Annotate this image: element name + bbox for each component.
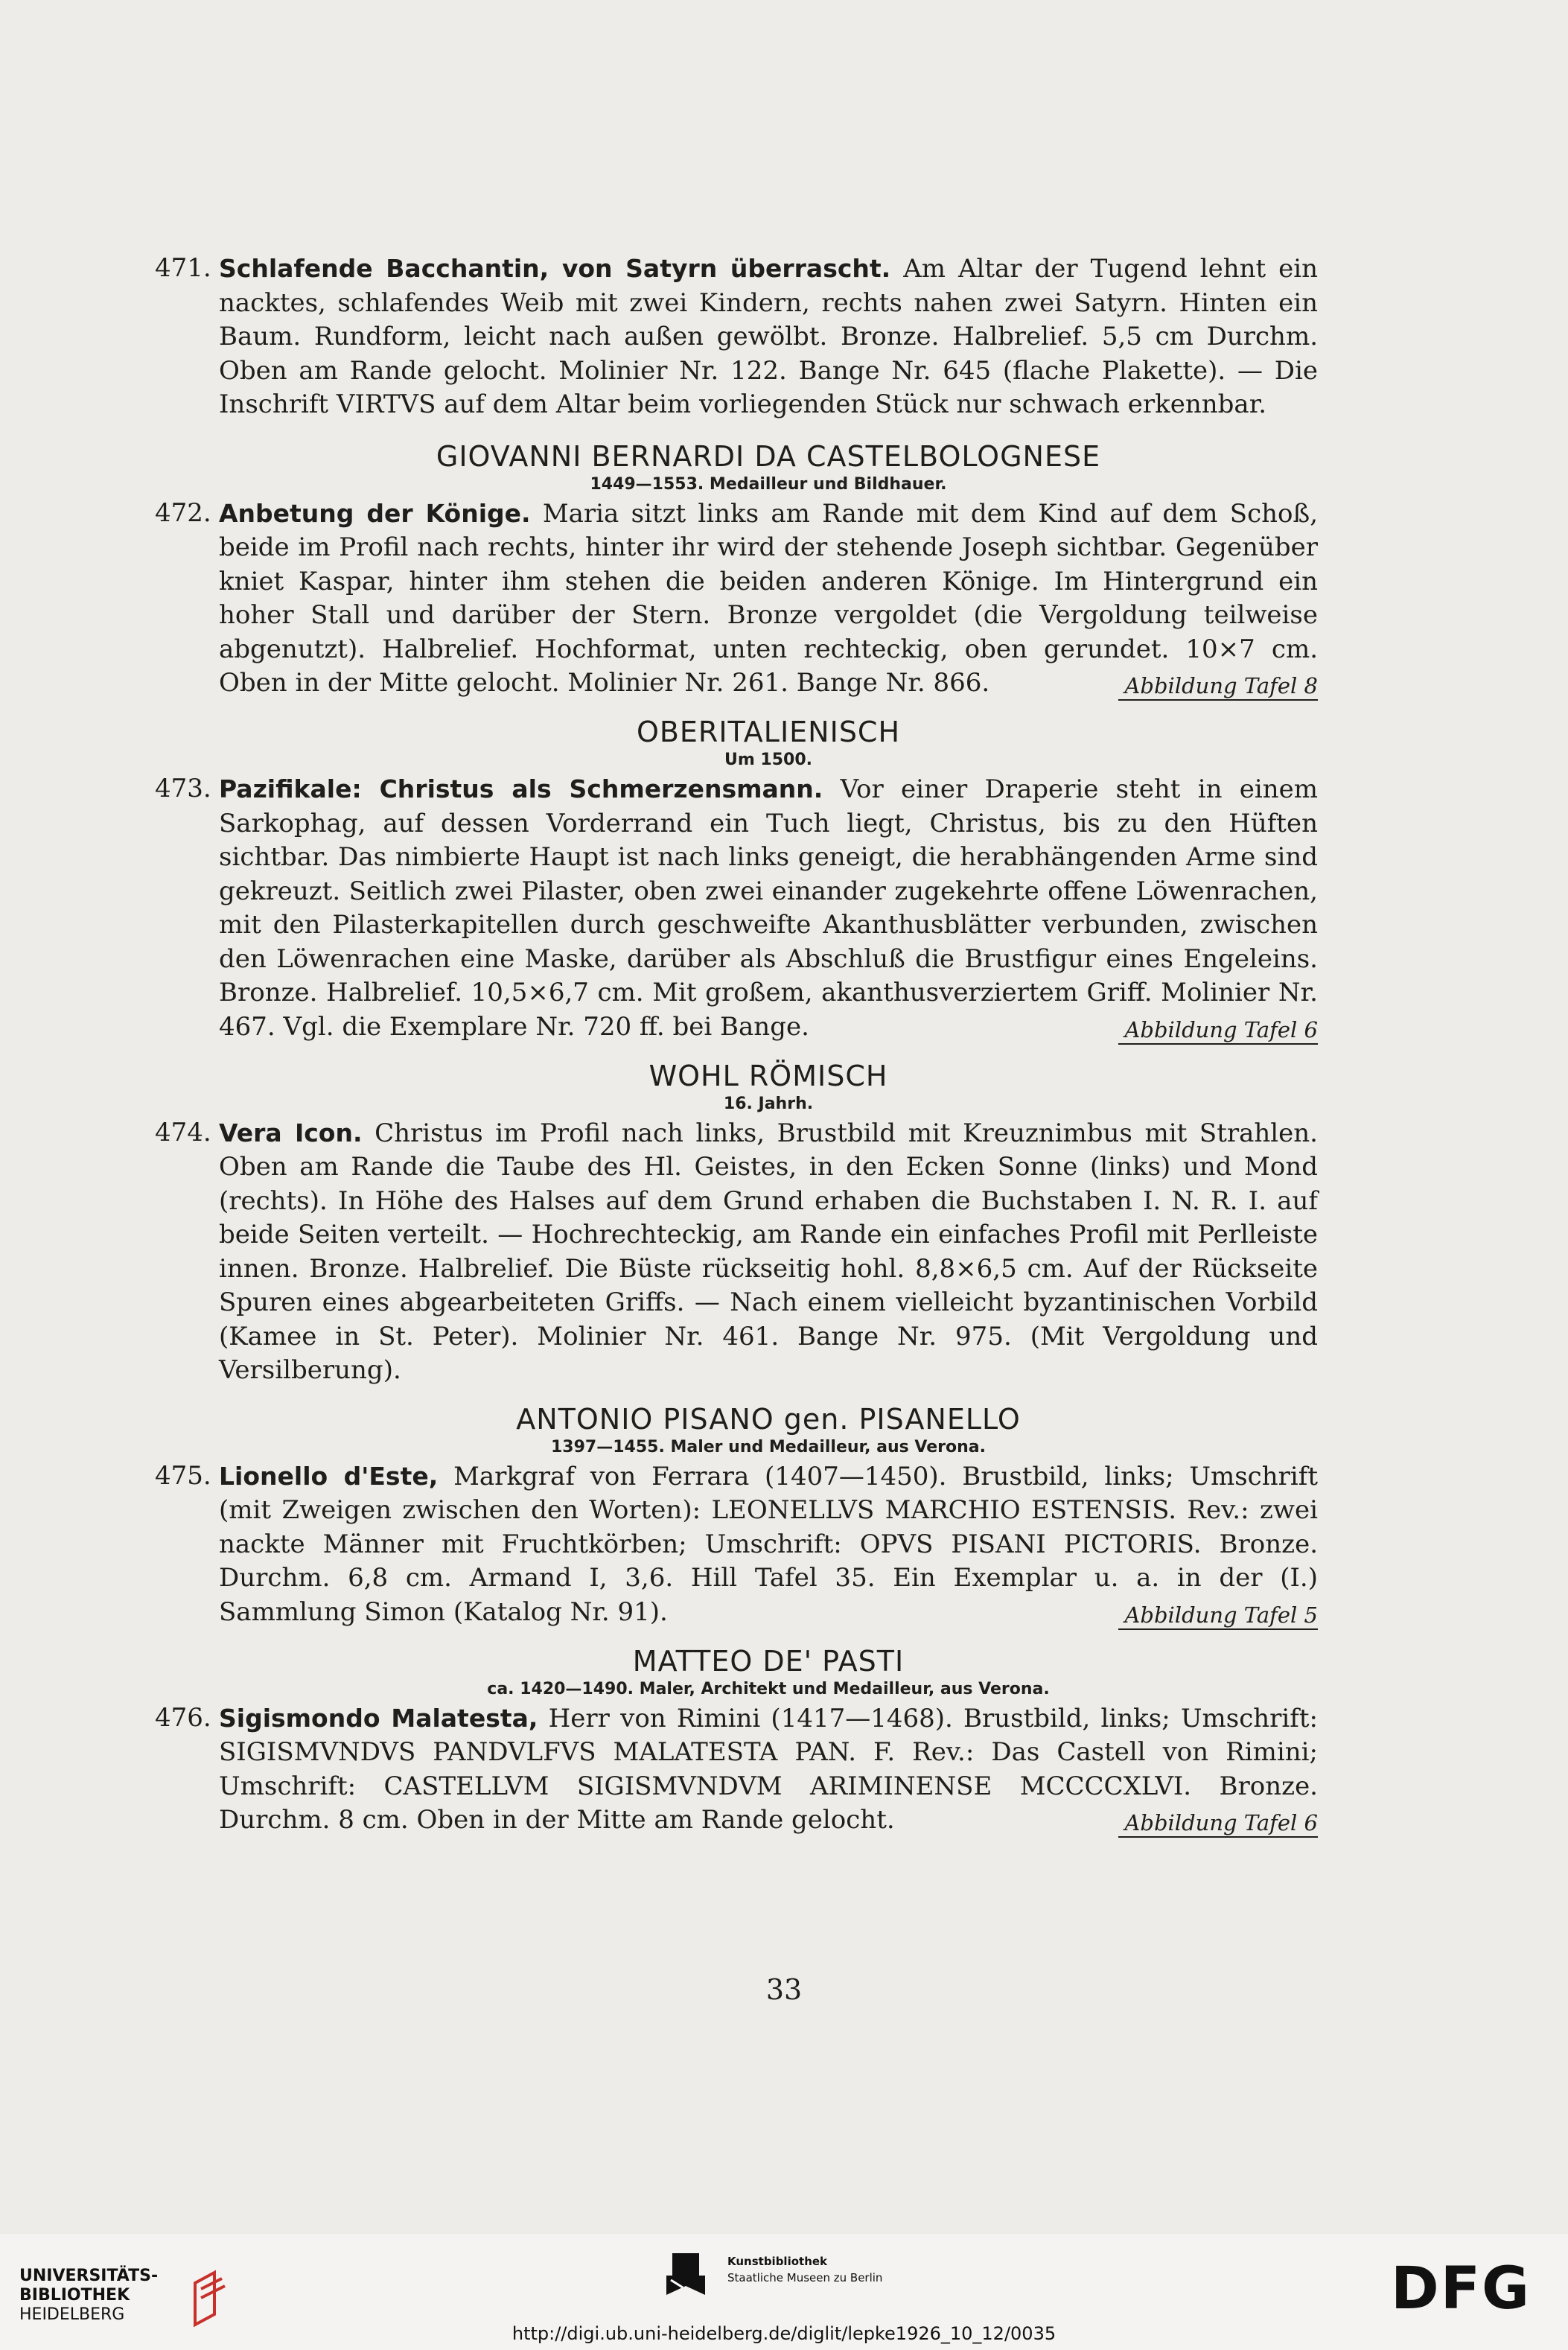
entry-text: Vor einer Draperie steht in einem Sarkophag, auf dessen Vorderrand ein Tuch liegt, Christus, bis zu den Hüften sichtbar. Das nimbierte Haupt ist nach links geneigt, die herabhängenden Arme sind gekreuzt. Seitlich zwei Pilaster, oben zwei einander zugekehrte offene Löwenrachen, mit den Pilasterkapitellen durch geschweifte Akanthusblätter verbunden, zwischen den Löwenrachen eine Maske, darüber als Abschluß die Brustfigur eines Engeleins. Bronze. Halbrelief. 10,5×6,7 cm. Mit großem, akanthusverziertem Griff. Molinier Nr. 467. Vgl. die Exemplare Nr. 720 ff. bei Bange. [219, 774, 1318, 1042]
plate-reference: Abbildung Tafel 6 [1118, 1016, 1318, 1045]
page-content [155, 252, 1318, 1838]
kunstbibliothek-text [727, 2253, 882, 2286]
entry-text: Markgraf von Ferrara (1407—1450). Brustbild, links; Umschrift (mit Zweigen zwischen den Worten): LEONELLVS MARCHIO ESTENSIS. Rev.: zwei nackte Männer mit Fruchtkörben; Umschrift: OPVS PISANI PICTORIS. Bronze. Durchm. 6,8 cm. Armand I, 3,6. Hill Tafel 35. Ein Exemplar u. a. in der (I.) Sammlung Simon (Katalog Nr. 91). [219, 1461, 1318, 1627]
entry-title: Schlafende Bacchantin, von Satyrn überrascht. [219, 254, 891, 283]
digitization-footer [0, 2234, 1568, 2350]
ub-logo-line-3: HEIDELBERG [19, 2305, 125, 2324]
catalog-entry-473 [155, 772, 1318, 1045]
entry-title: Lionello d'Este, [219, 1461, 439, 1491]
ub-logo-line-2: BIBLIOTHEK [19, 2286, 130, 2305]
section-heading: WOHL RÖMISCH [648, 1059, 888, 1092]
entry-number: 472. [155, 497, 211, 528]
section-bernardi [155, 440, 1318, 497]
kunstbibliothek-name: Kunstbibliothek [727, 2255, 828, 2268]
kunstbibliothek-subtitle: Staatliche Museen zu Berlin [727, 2271, 883, 2284]
section-heading: GIOVANNI BERNARDI DA CASTELBOLOGNESE [436, 439, 1101, 473]
section-subheading: 1449—1553. Medailleur und Bildhauer. [590, 474, 947, 494]
entry-number: 476. [155, 1702, 211, 1733]
kunstbibliothek-logo[interactable] [666, 2250, 905, 2298]
catalog-entry-472 [155, 497, 1318, 701]
entry-number: 473. [155, 774, 211, 803]
plate-reference: Abbildung Tafel 8 [1118, 672, 1318, 701]
ub-heidelberg-logo[interactable] [19, 2267, 243, 2326]
section-subheading: 16. Jahrh. [723, 1094, 814, 1113]
entry-number: 471. [155, 253, 211, 283]
catalog-entry-476 [155, 1701, 1318, 1838]
entry-number: 474. [155, 1117, 211, 1147]
entry-text: Herr von Rimini (1417—1468). Brustbild, links; Umschrift: SIGISMVNDVS PANDVLFVS MALATESTA PAN. F. Rev.: Das Castell von Rimini; Umschrift: CASTELLVM SIGISMVNDVM ARIMINENSE MCCCCXLVI. Bronze. Durchm. 8 cm. Oben in der Mitte am Rande gelocht. [219, 1703, 1318, 1835]
catalog-entry-475 [155, 1459, 1318, 1630]
ub-logo-line-1: UNIVERSITÄTS- [19, 2267, 159, 2285]
section-heading: ANTONIO PISANO gen. PISANELLO [516, 1402, 1021, 1436]
section-subheading: ca. 1420—1490. Maler, Architekt und Medailleur, aus Verona. [487, 1679, 1050, 1698]
entry-title: Vera Icon. [219, 1118, 363, 1147]
entry-title: Sigismondo Malatesta, [219, 1703, 538, 1733]
entry-text: Maria sitzt links am Rande mit dem Kind auf dem Schoß, beide im Profil nach rechts, hinter ihr wird der stehende Joseph sichtbar. Gegenüber kniet Kaspar, hinter ihm stehen die beiden anderen Könige. Im Hintergrund ein hoher Stall und darüber der Stern. Bronze vergoldet (die Vergoldung teilweise abgenutzt). Halbrelief. Hochformat, unten rechteckig, oben gerundet. 10×7 cm. Oben in der Mitte gelocht. Molinier Nr. 261. Bange Nr. 866. [219, 498, 1319, 698]
section-oberitalienisch [155, 716, 1318, 772]
section-heading: OBERITALIENISCH [636, 716, 901, 748]
page-number: 33 [765, 1973, 803, 2006]
catalog-entry-471 [155, 252, 1318, 422]
permalink-url[interactable]: http://digi.ub.uni-heidelberg.de/diglit/lepke1926_10_12/0035 [511, 2323, 1057, 2344]
catalog-entry-474 [155, 1116, 1318, 1388]
section-pasti [155, 1645, 1318, 1701]
section-pisano [155, 1403, 1318, 1459]
section-subheading: 1397—1455. Maler und Medailleur, aus Verona. [551, 1437, 986, 1456]
section-subheading: Um 1500. [724, 751, 813, 769]
entry-text: Christus im Profil nach links, Brustbild mit Kreuznimbus mit Strahlen. Oben am Rande die Taube des Hl. Geistes, in den Ecken Sonne (links) und Mond (rechts). In Höhe des Halses auf dem Grund erhaben die Buchstaben I. N. R. I. auf beide Seiten verteilt. — Hochrechteckig, am Rande ein einfaches Profil mit Perlleiste innen. Bronze. Halbrelief. Die Büste rückseitig hohl. 8,8×6,5 cm. Auf der Rückseite Spuren eines abgearbeiteten Griffs. — Nach einem vielleicht byzantinischen Vorbild (Kamee in St. Peter). Molinier Nr. 461. Bange Nr. 975. (Mit Vergoldung und Versilberung). [219, 1118, 1318, 1385]
plate-reference: Abbildung Tafel 6 [1118, 1809, 1318, 1838]
dfg-logo[interactable]: DFG [1391, 2255, 1532, 2322]
plate-reference: Abbildung Tafel 5 [1118, 1602, 1318, 1630]
kunstbibliothek-mark-icon [666, 2253, 705, 2295]
ub-red-mark-icon [185, 2268, 231, 2328]
entry-number: 475. [155, 1460, 211, 1491]
section-roemisch [155, 1060, 1318, 1116]
entry-text: Am Altar der Tugend lehnt ein nacktes, schlafendes Weib mit zwei Kindern, rechts nahen zwei Satyrn. Hinten ein Baum. Rundform, leicht nach außen gewölbt. Bronze. Halbrelief. 5,5 cm Durchm. Oben am Rande gelocht. Molinier Nr. 122. Bange Nr. 645 (flache Plakette). — Die Inschrift VIRTVS auf dem Altar beim vorliegenden Stück nur schwach erkennbar. [219, 254, 1319, 419]
entry-title: Pazifikale: Christus als Schmerzensmann. [219, 774, 823, 803]
entry-title: Anbetung der Könige. [219, 498, 531, 528]
section-heading: MATTEO DE' PASTI [632, 1644, 905, 1678]
